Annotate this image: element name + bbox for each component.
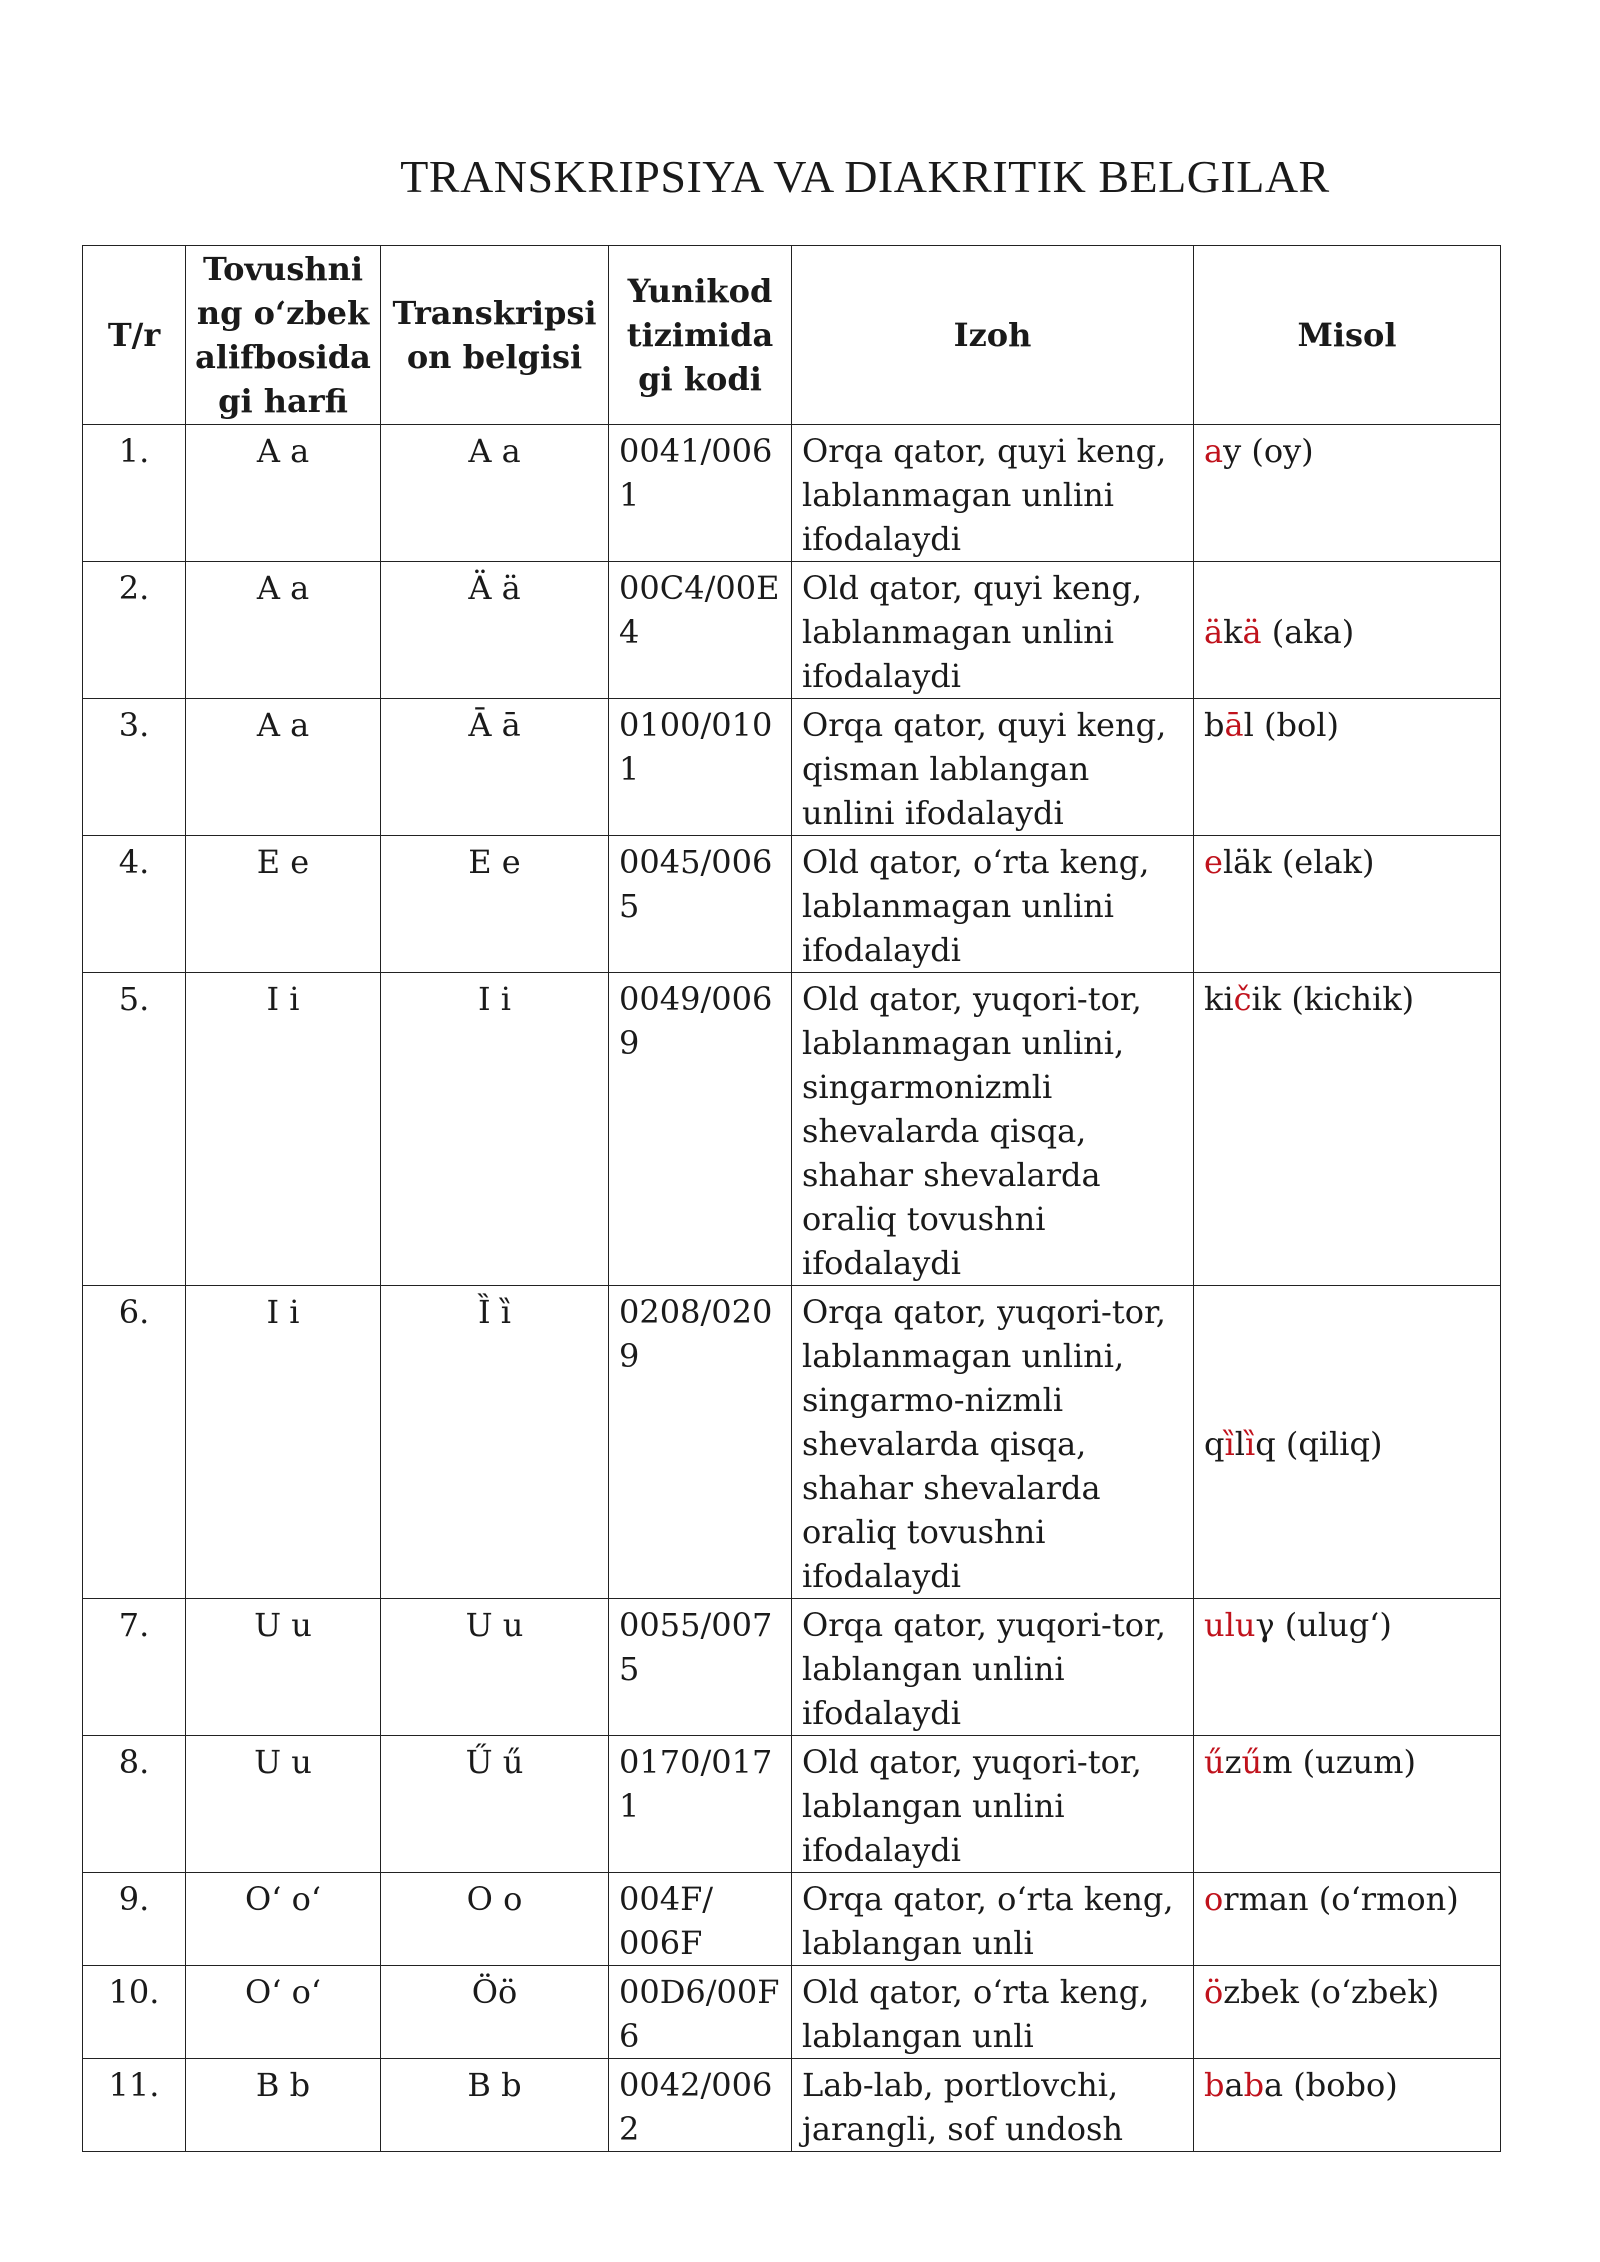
example-text: l — [1234, 1425, 1245, 1463]
row-example — [1194, 973, 1501, 1286]
row-unicode-code: 004F/ 006F — [609, 1873, 792, 1966]
table-row — [83, 1873, 1501, 1966]
example-highlight: ű — [1204, 1743, 1225, 1781]
example-highlight: a — [1204, 432, 1224, 470]
row-number: 7. — [83, 1599, 186, 1736]
row-unicode-code: 0170/017 1 — [609, 1736, 792, 1873]
row-letter: U u — [186, 1599, 381, 1736]
example-highlight: b — [1204, 2066, 1225, 2104]
example-text: y (oy) — [1223, 432, 1314, 470]
example-highlight: ö — [1204, 1973, 1224, 2011]
row-transcription-sign: I i — [381, 973, 609, 1286]
row-letter: A a — [186, 425, 381, 562]
example-text: ki — [1204, 980, 1234, 1018]
row-example — [1194, 836, 1501, 973]
row-number: 1. — [83, 425, 186, 562]
row-note: Orqa qator, yuqori-tor, lablangan unlini ifodalaydi — [792, 1599, 1194, 1736]
row-number: 5. — [83, 973, 186, 1286]
row-note: Lab-lab, portlovchi, jarangli, sof undosh — [792, 2059, 1194, 2152]
example-text: a (bobo) — [1264, 2066, 1398, 2104]
row-transcription-sign: U u — [381, 1599, 609, 1736]
example-text: l (bol) — [1243, 706, 1339, 744]
row-note: Old qator, yuqori-tor, lablanmagan unlini, singarmonizmli shevalarda qisqa, shahar shevalarda oraliq tovushni ifodalaydi — [792, 973, 1194, 1286]
row-letter: O‘ o‘ — [186, 1873, 381, 1966]
header-unicode: Yunikod tizimida gi kodi — [609, 246, 792, 425]
row-letter: A a — [186, 699, 381, 836]
table-row — [83, 1736, 1501, 1873]
table-row — [83, 2059, 1501, 2152]
table-row — [83, 1599, 1501, 1736]
row-unicode-code: 0100/010 1 — [609, 699, 792, 836]
example-highlight: e — [1204, 843, 1223, 881]
row-number: 3. — [83, 699, 186, 836]
row-number: 9. — [83, 1873, 186, 1966]
example-highlight: č — [1233, 980, 1252, 1018]
header-transcription: Transkripsi on belgisi — [381, 246, 609, 425]
row-example — [1194, 699, 1501, 836]
row-transcription-sign: B b — [381, 2059, 609, 2152]
example-text: z — [1224, 1743, 1242, 1781]
row-note: Orqa qator, yuqori-tor, lablanmagan unlini, singarmo-nizmli shevalarda qisqa, shahar shevalarda oraliq tovushni ifodalaydi — [792, 1286, 1194, 1599]
table-row — [83, 425, 1501, 562]
row-transcription-sign: Ű ű — [381, 1736, 609, 1873]
header-row — [83, 246, 1501, 425]
row-example — [1194, 425, 1501, 562]
row-example — [1194, 562, 1501, 699]
row-transcription-sign: Ȉ ȉ — [381, 1286, 609, 1599]
example-text: (aka) — [1261, 613, 1355, 651]
row-unicode-code: 0208/020 9 — [609, 1286, 792, 1599]
example-highlight: ȉ — [1224, 1425, 1235, 1463]
row-number: 6. — [83, 1286, 186, 1599]
row-example — [1194, 1966, 1501, 2059]
row-letter: A a — [186, 562, 381, 699]
table-row — [83, 836, 1501, 973]
row-letter: I i — [186, 973, 381, 1286]
row-transcription-sign: A a — [381, 425, 609, 562]
row-unicode-code: 0042/006 2 — [609, 2059, 792, 2152]
row-note: Old qator, yuqori-tor, lablangan unlini ifodalaydi — [792, 1736, 1194, 1873]
header-num: T/r — [83, 246, 186, 425]
example-text: rman (o‘rmon) — [1223, 1880, 1459, 1918]
row-letter: O‘ o‘ — [186, 1966, 381, 2059]
example-text: k — [1223, 613, 1243, 651]
row-letter: E e — [186, 836, 381, 973]
example-highlight: ű — [1241, 1743, 1263, 1781]
table-row — [83, 1286, 1501, 1599]
row-transcription-sign: O o — [381, 1873, 609, 1966]
example-highlight: ä — [1242, 613, 1262, 651]
row-example — [1194, 1286, 1501, 1599]
example-text: b — [1204, 706, 1225, 744]
row-example — [1194, 2059, 1501, 2152]
example-highlight: o — [1204, 1880, 1224, 1918]
header-letter: Tovushni ng o‘zbek alifbosida gi harfi — [186, 246, 381, 425]
row-number: 8. — [83, 1736, 186, 1873]
row-transcription-sign: Ā ā — [381, 699, 609, 836]
row-number: 11. — [83, 2059, 186, 2152]
table-row — [83, 1966, 1501, 2059]
row-letter: U u — [186, 1736, 381, 1873]
row-number: 2. — [83, 562, 186, 699]
example-highlight: ā — [1224, 706, 1244, 744]
example-highlight: ulu — [1204, 1606, 1256, 1644]
row-number: 10. — [83, 1966, 186, 2059]
header-note: Izoh — [792, 246, 1194, 425]
row-letter: I i — [186, 1286, 381, 1599]
example-highlight: b — [1243, 2066, 1265, 2104]
row-note: Old qator, o‘rta keng, lablanmagan unlini ifodalaydi — [792, 836, 1194, 973]
row-note: Old qator, o‘rta keng, lablangan unli — [792, 1966, 1194, 2059]
row-unicode-code: 0049/006 9 — [609, 973, 792, 1286]
example-text: läk (elak) — [1222, 843, 1375, 881]
row-example — [1194, 1599, 1501, 1736]
row-letter: B b — [186, 2059, 381, 2152]
row-transcription-sign: E e — [381, 836, 609, 973]
example-highlight: ȉ — [1244, 1425, 1256, 1463]
table-row — [83, 562, 1501, 699]
example-text: a — [1224, 2066, 1244, 2104]
example-text: γ (ulug‘) — [1255, 1606, 1392, 1644]
row-example — [1194, 1873, 1501, 1966]
example-text: q (qiliq) — [1255, 1425, 1383, 1463]
row-number: 4. — [83, 836, 186, 973]
row-transcription-sign: Öö — [381, 1966, 609, 2059]
example-text: m (uzum) — [1262, 1743, 1416, 1781]
example-text: zbek (o‘zbek) — [1223, 1973, 1440, 2011]
example-text: ik (kichik) — [1251, 980, 1415, 1018]
row-note: Orqa qator, quyi keng, qisman lablangan unlini ifodalaydi — [792, 699, 1194, 836]
transcription-table — [82, 245, 1501, 2152]
row-unicode-code: 00D6/00F 6 — [609, 1966, 792, 2059]
row-note: Orqa qator, quyi keng, lablanmagan unlini ifodalaydi — [792, 425, 1194, 562]
page-title: TRANSKRIPSIYA VA DIAKRITIK BELGILAR — [400, 151, 1330, 202]
row-transcription-sign: Ä ä — [381, 562, 609, 699]
header-example: Misol — [1194, 246, 1501, 425]
row-unicode-code: 00C4/00E 4 — [609, 562, 792, 699]
example-text: q — [1204, 1425, 1225, 1463]
row-unicode-code: 0055/007 5 — [609, 1599, 792, 1736]
example-highlight: ä — [1204, 613, 1224, 651]
row-unicode-code: 0041/006 1 — [609, 425, 792, 562]
row-note: Orqa qator, o‘rta keng, lablangan unli — [792, 1873, 1194, 1966]
row-example — [1194, 1736, 1501, 1873]
table-row — [83, 973, 1501, 1286]
row-note: Old qator, quyi keng, lablanmagan unlini ifodalaydi — [792, 562, 1194, 699]
table-row — [83, 699, 1501, 836]
row-unicode-code: 0045/006 5 — [609, 836, 792, 973]
